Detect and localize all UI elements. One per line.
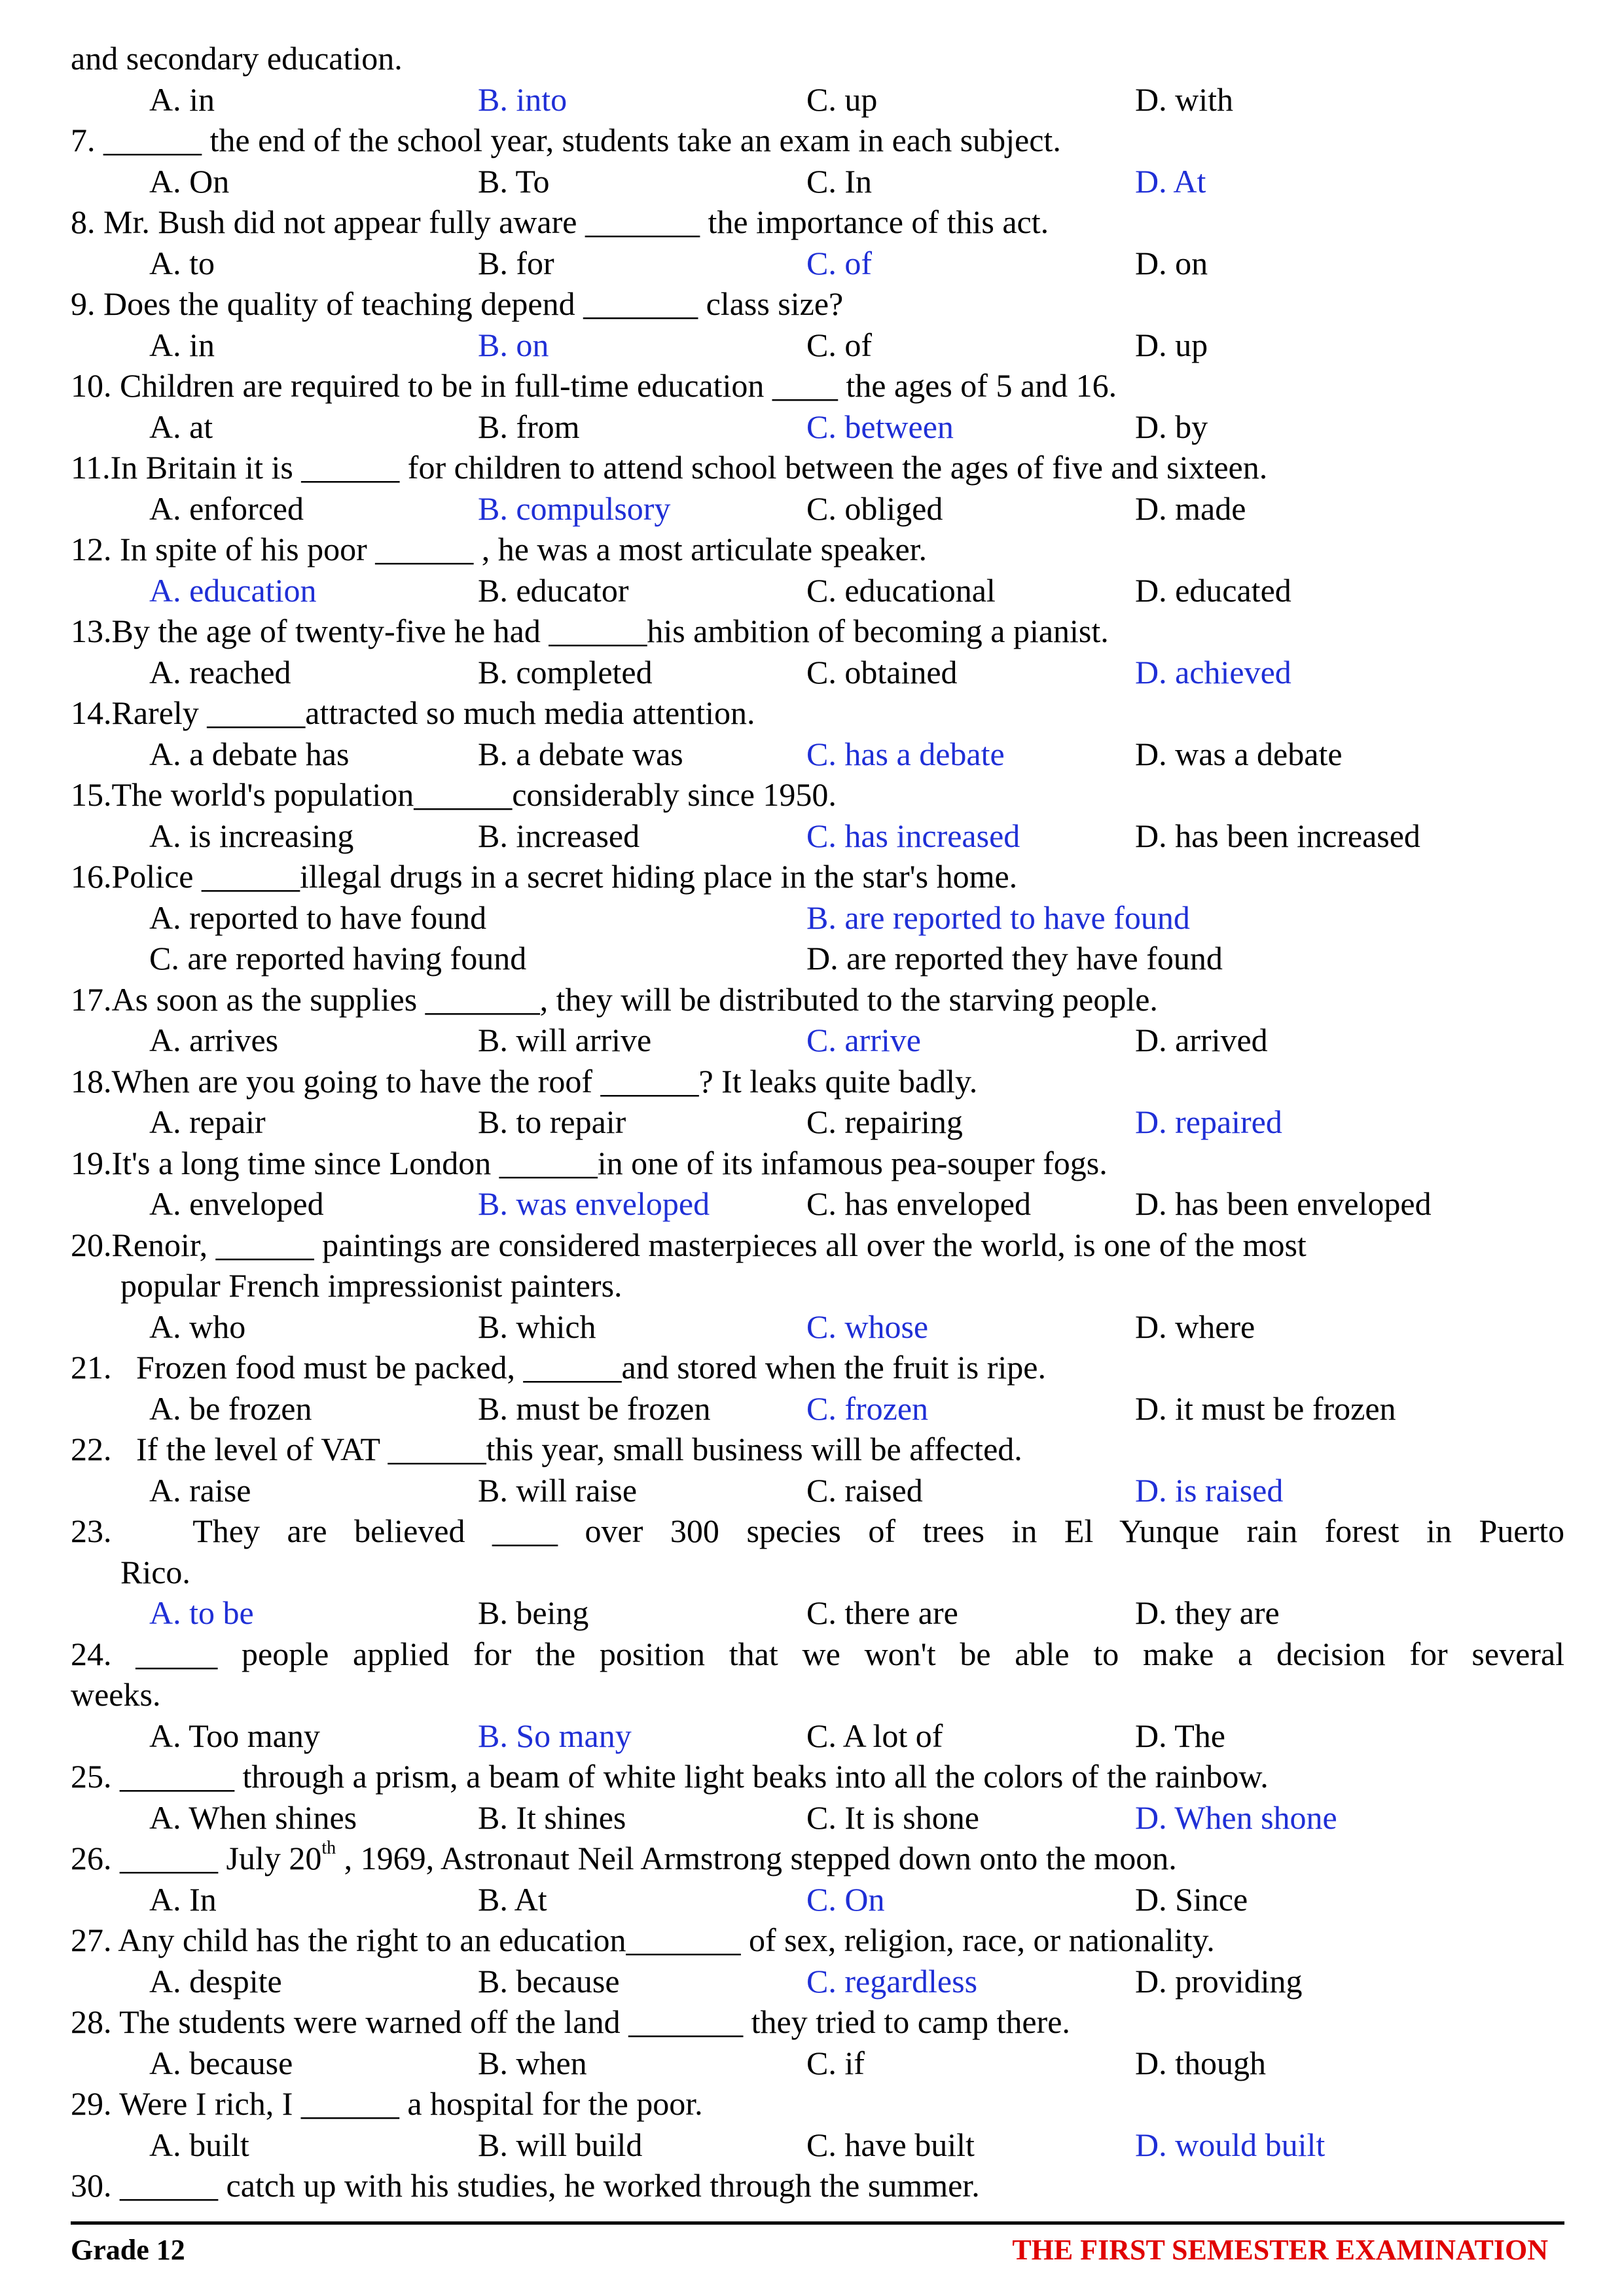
question-text: When are you going to have the roof ______? It leaks quite badly. xyxy=(111,1062,978,1100)
question-15-options xyxy=(71,816,1564,857)
question-text-rest: , 1969, Astronaut Neil Armstrong stepped down onto the moon. xyxy=(336,1840,1177,1876)
option-a[interactable]: A. to xyxy=(149,244,215,281)
question-14-stem xyxy=(71,692,1564,734)
question-14-options xyxy=(71,734,1564,775)
question-number: 8. xyxy=(71,204,96,240)
option-a[interactable]: A. because xyxy=(149,2044,293,2081)
question-28-stem xyxy=(71,2001,1564,2043)
question-text: They are believed ____ over 300 species of trees in El Yunque rain forest in Puerto xyxy=(192,1513,1564,1549)
option-c[interactable]: C. has a debate xyxy=(806,735,1005,772)
option-b[interactable]: B. a debate was xyxy=(478,735,683,772)
option-a[interactable]: A. in xyxy=(149,326,215,363)
option-a[interactable]: A. be frozen xyxy=(149,1390,312,1427)
question-number: 24. xyxy=(71,1635,112,1672)
option-c[interactable]: C. are reported having found xyxy=(149,940,527,977)
question-text: It's a long time since London ______in one of its infamous pea-souper fogs. xyxy=(111,1144,1108,1181)
option-c[interactable]: C. frozen xyxy=(806,1390,929,1427)
option-b[interactable]: B. It shines xyxy=(478,1799,626,1836)
question-number: 13. xyxy=(71,613,112,649)
question-13-stem xyxy=(71,611,1564,652)
question-number: 19. xyxy=(71,1144,112,1181)
question-18-options xyxy=(71,1102,1564,1143)
option-b[interactable]: B. At xyxy=(478,1880,547,1918)
ordinal-suffix: th xyxy=(321,1838,336,1859)
option-b[interactable]: B. are reported to have found xyxy=(806,899,1190,936)
question-text: Frozen food must be packed, ______and stored when the fruit is ripe. xyxy=(136,1349,1046,1386)
option-c[interactable]: C. It is shone xyxy=(806,1799,979,1836)
option-c[interactable]: C. if xyxy=(806,2044,865,2081)
question-text: Any child has the right to an education_______ of sex, religion, race, or nationality. xyxy=(118,1922,1215,1958)
option-a[interactable]: A. is increasing xyxy=(149,817,354,854)
option-c[interactable]: C. has increased xyxy=(806,817,1020,854)
question-26-options xyxy=(71,1879,1564,1920)
option-a[interactable]: A. Too many xyxy=(149,1717,320,1754)
question-21-options xyxy=(71,1388,1564,1429)
question-number: 7. xyxy=(71,122,96,158)
option-c[interactable]: C. educational xyxy=(806,571,996,609)
question-number: 20. xyxy=(71,1226,112,1263)
question-17-stem xyxy=(71,979,1564,1020)
option-a[interactable]: A. built xyxy=(149,2126,249,2163)
option-d[interactable]: D. they are xyxy=(1135,1594,1280,1631)
question-number: 22. xyxy=(71,1431,112,1467)
option-b[interactable]: B. educator xyxy=(478,571,629,609)
question-25-options xyxy=(71,1797,1564,1839)
option-a[interactable]: A. who xyxy=(149,1308,246,1345)
option-b[interactable]: B. when xyxy=(478,2044,587,2081)
option-a[interactable]: A. to be xyxy=(149,1594,254,1631)
question-19-stem xyxy=(71,1143,1564,1184)
question-30-stem xyxy=(71,2165,1564,2206)
question-25-stem xyxy=(71,1756,1564,1797)
question-text: Police ______illegal drugs in a secret hiding place in the star's home. xyxy=(111,858,1018,895)
option-a[interactable]: A. On xyxy=(149,162,230,200)
option-d[interactable]: D. though xyxy=(1135,2044,1266,2081)
question-text: ______ the end of the school year, students take an exam in each subject. xyxy=(103,122,1061,158)
question-number: 9. xyxy=(71,285,96,322)
option-b[interactable]: B. to repair xyxy=(478,1103,626,1140)
question-20-stem xyxy=(71,1225,1564,1266)
option-c[interactable]: C. between xyxy=(806,408,954,445)
option-d[interactable]: D. educated xyxy=(1135,571,1291,609)
question-9-options xyxy=(71,325,1564,366)
question-number: 15. xyxy=(71,776,112,813)
question-number: 14. xyxy=(71,694,112,731)
option-d[interactable]: D. achieved xyxy=(1135,653,1291,691)
option-a[interactable]: A. education xyxy=(149,571,317,609)
option-d[interactable]: D. Since xyxy=(1135,1880,1248,1918)
option-a[interactable]: A. In xyxy=(149,1880,217,1918)
option-d[interactable]: D. by xyxy=(1135,408,1208,445)
option-b[interactable]: B. completed xyxy=(478,653,653,691)
question-number: 17. xyxy=(71,980,112,1018)
question-24-options xyxy=(71,1715,1564,1757)
option-a[interactable]: A. despite xyxy=(149,1962,282,2000)
question-9-stem xyxy=(71,283,1564,325)
option-b[interactable]: B. To xyxy=(478,162,550,200)
question-number: 25. xyxy=(71,1758,112,1795)
question-15-stem xyxy=(71,774,1564,816)
question-text: Does the quality of teaching depend _______ class size? xyxy=(103,285,844,322)
question-number: 26. xyxy=(71,1840,112,1876)
footer-rule xyxy=(71,2221,1564,2225)
question-number: 27. xyxy=(71,1922,112,1958)
question-22-options xyxy=(71,1470,1564,1511)
option-a[interactable]: A. enforced xyxy=(149,490,304,527)
question-16-options-row-1 xyxy=(71,897,1564,939)
question-text: Rarely ______attracted so much media attention. xyxy=(111,694,755,731)
question-10-stem xyxy=(71,365,1564,406)
question-29-options xyxy=(71,2125,1564,2166)
question-24-stem xyxy=(71,1634,1564,1675)
question-7-options xyxy=(71,161,1564,202)
question-text: If the level of VAT ______this year, small business will be affected. xyxy=(136,1431,1022,1467)
option-d[interactable]: D. was a debate xyxy=(1135,735,1343,772)
option-b[interactable]: B. into xyxy=(478,81,568,118)
option-d[interactable]: D. where xyxy=(1135,1308,1255,1345)
option-b[interactable]: B. from xyxy=(478,408,580,445)
question-number: 21. xyxy=(71,1349,112,1386)
option-d[interactable]: D. providing xyxy=(1135,1962,1303,2000)
option-a[interactable]: A. reached xyxy=(149,653,291,691)
question-number: 30. xyxy=(71,2167,112,2204)
question-number: 29. xyxy=(71,2085,112,2122)
question-text: In Britain it is ______ for children to attend school between the ages of five and sixteen. xyxy=(110,449,1268,486)
question-number: 16. xyxy=(71,858,112,895)
option-d[interactable]: D. The xyxy=(1135,1717,1225,1754)
question-26-stem xyxy=(71,1838,1564,1879)
option-c[interactable]: C. In xyxy=(806,162,872,200)
option-d[interactable]: D. has been increased xyxy=(1135,817,1420,854)
question-13-options xyxy=(71,652,1564,693)
question-12-stem xyxy=(71,529,1564,570)
option-c[interactable]: C. up xyxy=(806,81,878,118)
option-c[interactable]: C. On xyxy=(806,1880,885,1918)
question-number: 28. xyxy=(71,2003,112,2040)
option-d[interactable]: D. up xyxy=(1135,326,1208,363)
option-c[interactable]: C. of xyxy=(806,326,872,363)
option-c[interactable]: C. A lot of xyxy=(806,1717,943,1754)
footer-exam-title: THE FIRST SEMESTER EXAMINATION xyxy=(1012,2234,1548,2266)
option-b[interactable]: B. will raise xyxy=(478,1471,638,1509)
option-a[interactable]: A. at xyxy=(149,408,213,445)
option-a[interactable]: A. arrives xyxy=(149,1022,279,1058)
question-20-options xyxy=(71,1306,1564,1348)
option-c[interactable]: C. obliged xyxy=(806,490,943,527)
option-b[interactable]: B. must be frozen xyxy=(478,1390,711,1427)
question-11-stem xyxy=(71,447,1564,488)
option-d[interactable]: D. arrived xyxy=(1135,1022,1268,1058)
exam-page xyxy=(71,38,1564,2206)
question-23-stem-continued: Rico. xyxy=(120,1553,190,1590)
question-17-options xyxy=(71,1020,1564,1061)
option-d[interactable]: D. on xyxy=(1135,244,1208,281)
question-18-stem xyxy=(71,1061,1564,1102)
question-text: In spite of his poor ______ , he was a most articulate speaker. xyxy=(120,531,928,567)
option-b[interactable]: B. was enveloped xyxy=(478,1185,710,1222)
question-23-stem xyxy=(71,1511,1564,1552)
option-d[interactable]: D. repaired xyxy=(1135,1103,1282,1140)
option-d[interactable]: D. with xyxy=(1135,81,1233,118)
question-6-options xyxy=(71,79,1564,120)
question-11-options xyxy=(71,488,1564,529)
question-20-stem-continued: popular French impressionist painters. xyxy=(120,1267,623,1304)
footer-grade: Grade 12 xyxy=(71,2234,185,2266)
question-number: 23. xyxy=(71,1513,112,1549)
option-b[interactable]: B. will build xyxy=(478,2126,643,2163)
question-6-continuation: and secondary education. xyxy=(71,40,403,77)
question-27-options xyxy=(71,1961,1564,2002)
question-22-stem xyxy=(71,1429,1564,1470)
question-number: 18. xyxy=(71,1062,112,1100)
question-8-stem xyxy=(71,202,1564,243)
option-b[interactable]: B. increased xyxy=(478,817,640,854)
question-16-stem xyxy=(71,856,1564,897)
option-a[interactable]: A. reported to have found xyxy=(149,899,487,936)
option-d[interactable]: D. are reported they have found xyxy=(806,940,1223,977)
question-8-options xyxy=(71,243,1564,284)
question-7-stem xyxy=(71,120,1564,161)
option-b[interactable]: B. which xyxy=(478,1308,596,1345)
question-text: Children are required to be in full-time education ____ the ages of 5 and 16. xyxy=(120,367,1117,404)
option-c[interactable]: C. arrive xyxy=(806,1022,921,1058)
option-b[interactable]: B. for xyxy=(478,244,554,281)
question-10-options xyxy=(71,406,1564,448)
question-27-stem xyxy=(71,1920,1564,1961)
option-d[interactable]: D. would built xyxy=(1135,2126,1326,2163)
option-a[interactable]: A. enveloped xyxy=(149,1185,324,1222)
question-text: _____ people applied for the position that we won't be able to make a decision for several xyxy=(135,1635,1564,1672)
question-text: Renoir, ______ paintings are considered masterpieces all over the world, is one of the most xyxy=(111,1226,1307,1263)
question-number: 10. xyxy=(71,367,112,404)
option-c[interactable]: C. regardless xyxy=(806,1962,978,2000)
option-c[interactable]: C. of xyxy=(806,244,872,281)
question-text: Were I rich, I ______ a hospital for the poor. xyxy=(119,2085,703,2122)
option-c[interactable]: C. repairing xyxy=(806,1103,963,1140)
option-a[interactable]: A. a debate has xyxy=(149,735,350,772)
option-a[interactable]: A. repair xyxy=(149,1103,266,1140)
option-a[interactable]: A. raise xyxy=(149,1471,251,1509)
option-c[interactable]: C. whose xyxy=(806,1308,929,1345)
option-b[interactable]: B. So many xyxy=(478,1717,632,1754)
option-d[interactable]: D. When shone xyxy=(1135,1799,1337,1836)
option-c[interactable]: C. there are xyxy=(806,1594,958,1631)
option-b[interactable]: B. because xyxy=(478,1962,620,2000)
question-text: _______ through a prism, a beam of white light beaks into all the colors of the rainbow. xyxy=(120,1758,1269,1795)
question-number: 12. xyxy=(71,531,112,567)
question-text: By the age of twenty-five he had ______his ambition of becoming a pianist. xyxy=(111,613,1109,649)
option-d[interactable]: D. At xyxy=(1135,162,1206,200)
option-b[interactable]: B. compulsory xyxy=(478,490,671,527)
question-21-stem xyxy=(71,1347,1564,1388)
option-d[interactable]: D. is raised xyxy=(1135,1471,1284,1509)
question-12-options xyxy=(71,570,1564,611)
question-28-options xyxy=(71,2043,1564,2084)
question-16-options-row-2 xyxy=(71,938,1564,979)
question-text: ______ catch up with his studies, he worked through the summer. xyxy=(120,2167,980,2204)
option-c[interactable]: C. raised xyxy=(806,1471,923,1509)
question-text: The students were warned off the land _______ they tried to camp there. xyxy=(119,2003,1070,2040)
question-19-options xyxy=(71,1183,1564,1225)
question-29-stem xyxy=(71,2083,1564,2125)
question-23-options xyxy=(71,1592,1564,1634)
question-text: The world's population______considerably since 1950. xyxy=(111,776,837,813)
option-c[interactable]: C. has enveloped xyxy=(806,1185,1031,1222)
option-a[interactable]: A. in xyxy=(149,81,215,118)
question-24-stem-continued: weeks. xyxy=(71,1676,161,1713)
question-number: 11. xyxy=(71,449,111,486)
option-a[interactable]: A. When shines xyxy=(149,1799,357,1836)
option-d[interactable]: D. has been enveloped xyxy=(1135,1185,1432,1222)
option-d[interactable]: D. made xyxy=(1135,490,1246,527)
option-c[interactable]: C. obtained xyxy=(806,653,958,691)
option-b[interactable]: B. will arrive xyxy=(478,1022,652,1058)
option-c[interactable]: C. have built xyxy=(806,2126,975,2163)
option-b[interactable]: B. being xyxy=(478,1594,589,1631)
question-text: ______ July 20 xyxy=(120,1840,322,1876)
question-text: Mr. Bush did not appear fully aware _______ the importance of this act. xyxy=(103,204,1049,240)
option-d[interactable]: D. it must be frozen xyxy=(1135,1390,1396,1427)
option-b[interactable]: B. on xyxy=(478,326,549,363)
question-text: As soon as the supplies _______, they will be distributed to the starving people. xyxy=(111,980,1158,1018)
